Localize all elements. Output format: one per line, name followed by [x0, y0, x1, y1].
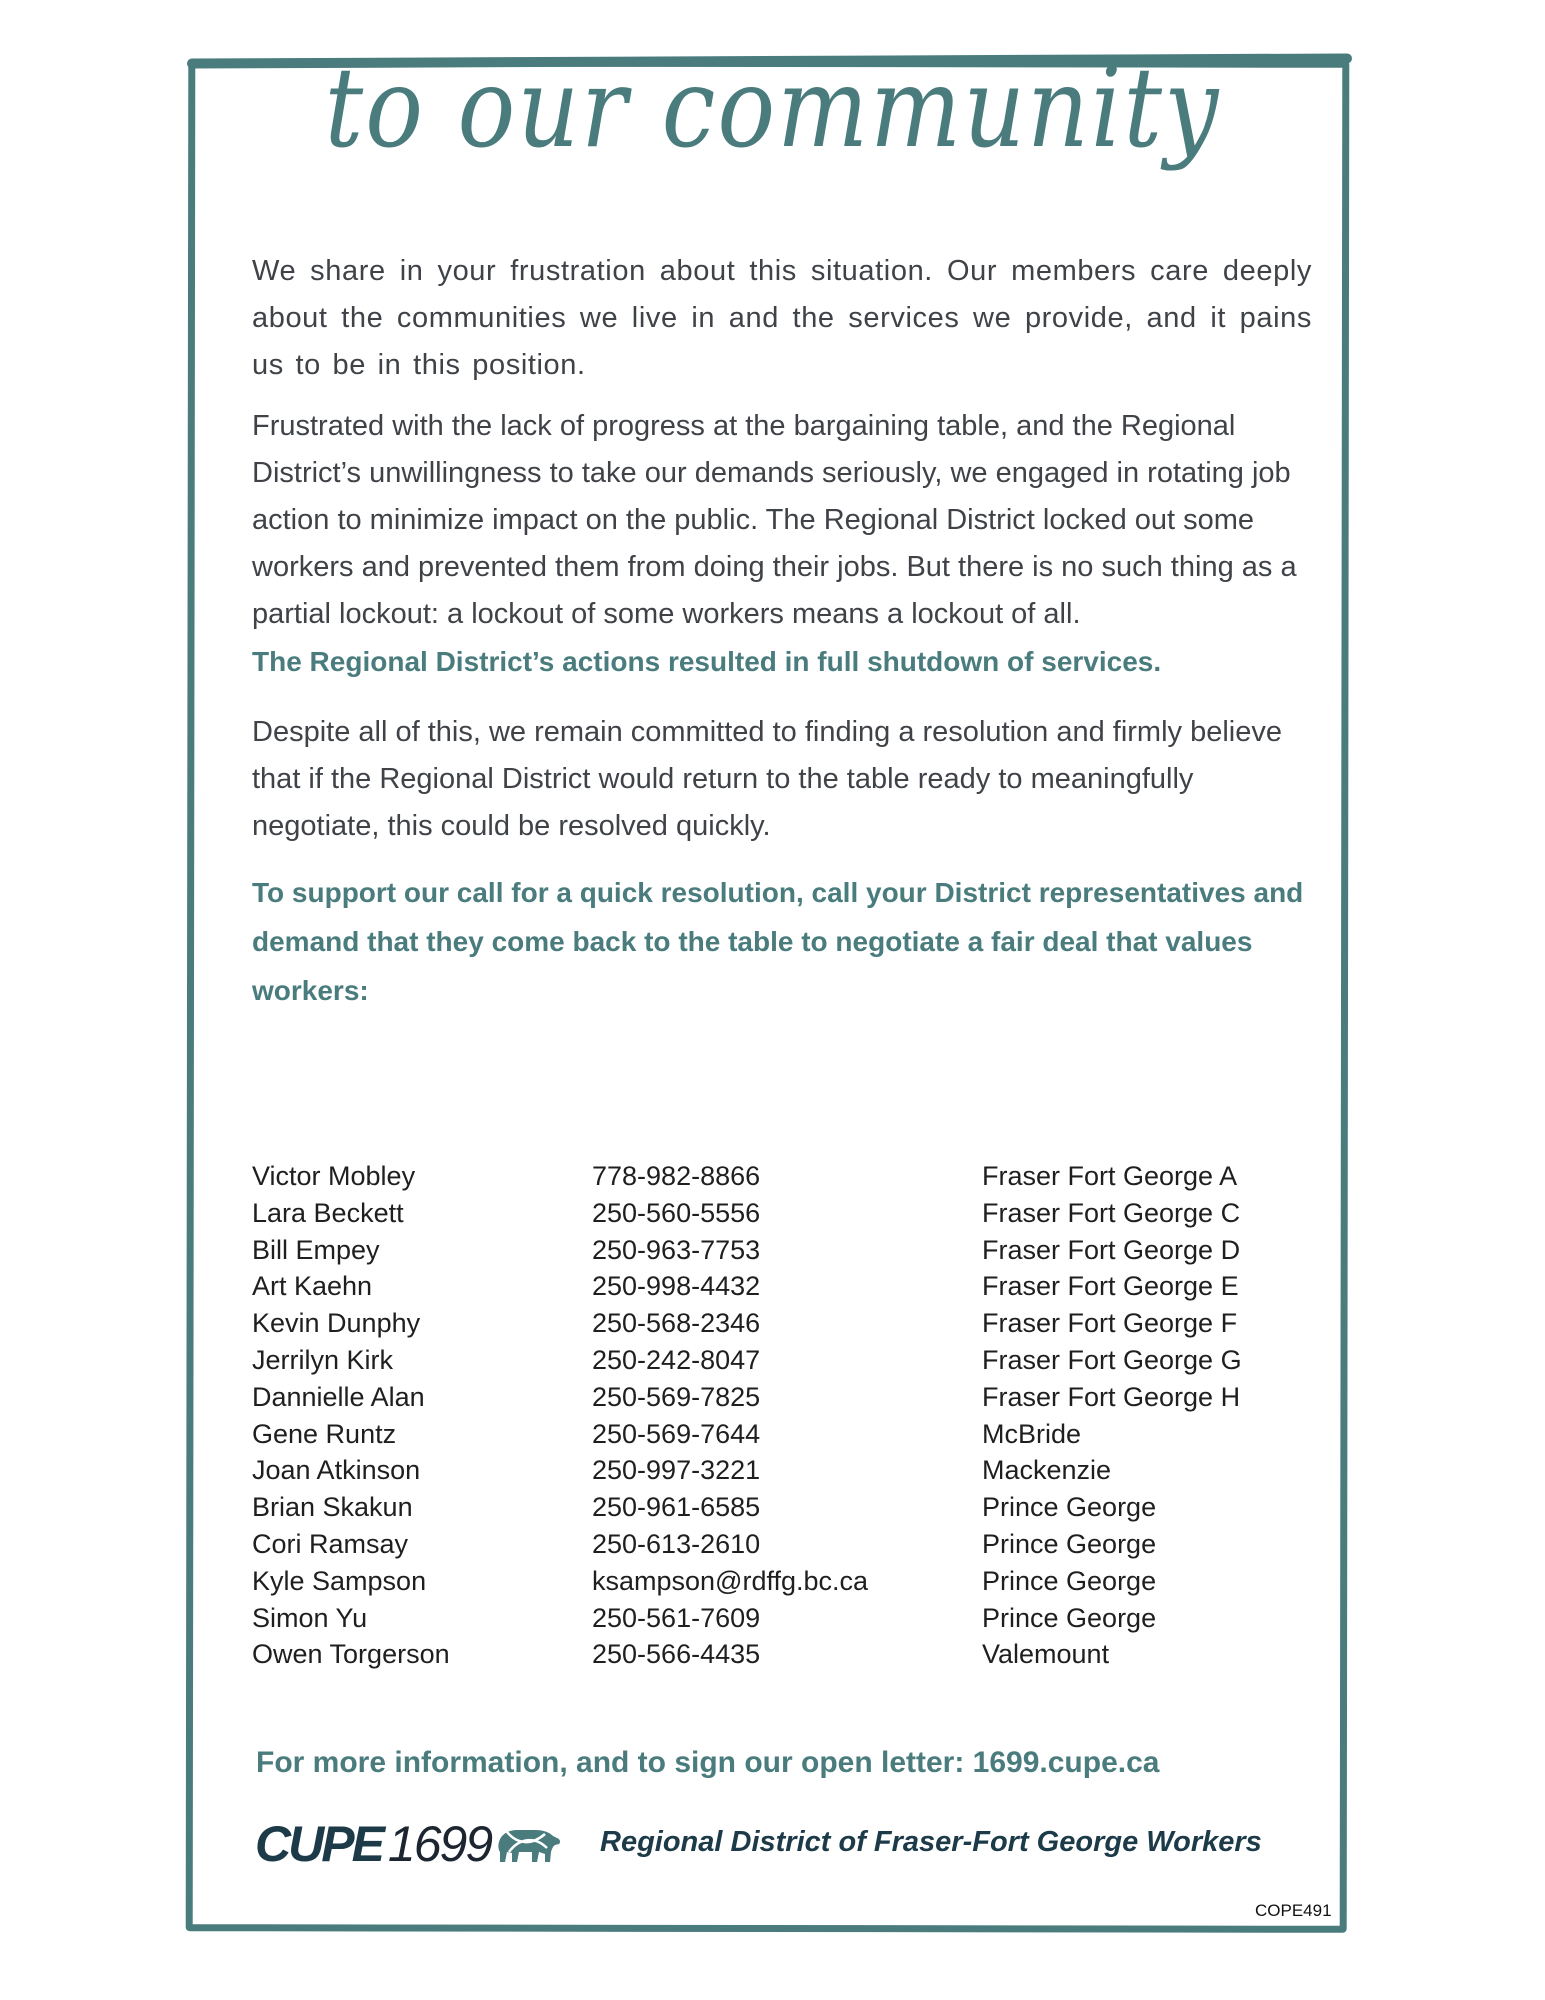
rep-name: Kevin Dunphy [252, 1308, 421, 1339]
paragraph-intro: We share in your frustration about this situation. Our members care deeply about the communities we live in and the services we provide, and it pains us to be in this position. [252, 255, 1312, 381]
rep-name: Victor Mobley [252, 1161, 416, 1191]
rep-phone[interactable]: 250-998-4432 [592, 1271, 761, 1302]
rep-phone[interactable]: 778-982-8866 [592, 1161, 761, 1191]
representative-row [252, 1268, 1302, 1305]
logo-number: 1699 [387, 1816, 492, 1872]
rep-name: Owen Torgerson [252, 1639, 450, 1670]
rep-phone[interactable]: 250-613-2610 [592, 1528, 761, 1559]
call-to-action: To support our call for a quick resolution, call your District representatives and demand that they come back to the table to negotiate a fair deal that values workers: [252, 877, 1304, 1006]
rep-phone[interactable]: 250-997-3221 [592, 1455, 761, 1486]
rep-area: Fraser Fort George C [982, 1197, 1241, 1228]
rep-phone[interactable]: 250-963-7753 [592, 1234, 761, 1265]
rep-area: Valemount [982, 1639, 1110, 1670]
representative-row [252, 1342, 1302, 1379]
representative-row [252, 1232, 1302, 1269]
representative-row [252, 1526, 1302, 1563]
letter-body [252, 248, 1312, 1015]
representative-row [252, 1636, 1302, 1673]
rep-area: Fraser Fort George A [982, 1161, 1238, 1191]
rep-area: Fraser Fort George E [982, 1271, 1239, 1302]
rep-phone[interactable]: 250-560-5556 [592, 1197, 761, 1228]
representative-row [252, 1563, 1302, 1600]
rep-phone[interactable]: 250-566-4435 [592, 1639, 761, 1670]
more-info-link[interactable]: For more information, and to sign our open letter: 1699.cupe.ca [256, 1746, 1160, 1779]
representative-row [252, 1158, 1302, 1195]
cupe-logo [255, 1816, 561, 1872]
representative-row [252, 1489, 1302, 1526]
representatives-list [252, 1158, 1302, 1673]
representative-row [252, 1305, 1302, 1342]
bear-icon [495, 1822, 561, 1866]
rep-area: Fraser Fort George H [982, 1381, 1241, 1412]
representative-row [252, 1416, 1302, 1453]
rep-area: Prince George [982, 1528, 1157, 1559]
rep-phone[interactable]: 250-569-7644 [592, 1418, 761, 1449]
representative-row [252, 1195, 1302, 1232]
representative-row [252, 1600, 1302, 1637]
rep-area: Prince George [982, 1565, 1157, 1596]
rep-phone[interactable]: 250-568-2346 [592, 1308, 761, 1339]
rep-area: Fraser Fort George D [982, 1234, 1241, 1265]
rep-name: Joan Atkinson [252, 1455, 421, 1486]
rep-phone[interactable]: 250-561-7609 [592, 1602, 761, 1633]
rep-area: Fraser Fort George F [982, 1308, 1238, 1339]
union-bug-code: COPE491 [1255, 1901, 1332, 1920]
rep-name: Bill Empey [252, 1234, 380, 1265]
representative-row [252, 1379, 1302, 1416]
rep-area: Mackenzie [982, 1455, 1112, 1486]
paragraph-lockout-emphasis: The Regional District’s actions resulted in full shutdown of services. [252, 646, 1162, 677]
rep-phone[interactable]: 250-961-6585 [592, 1492, 761, 1523]
logo-text: CUPE [255, 1816, 382, 1872]
rep-name: Simon Yu [252, 1602, 368, 1633]
rep-email[interactable]: ksampson@rdffg.bc.ca [592, 1565, 869, 1596]
paragraph-lockout: Frustrated with the lack of progress at the bargaining table, and the Regional District’s unwillingness to take our demands seriously, we engaged in rotating job action to minimize impact on the public. The Regional District locked out some workers and prevented them from doing their jobs. But there is no such thing as a partial lockout: a lockout of some workers means a lockout of all. [252, 410, 1297, 630]
title-text: to our community [324, 43, 1221, 173]
paragraph-resolution: Despite all of this, we remain committed to finding a resolution and firmly believe that if the Regional District would return to the table ready to meaningfully negotiate, this could be resolved quickly. [252, 716, 1282, 842]
rep-area: McBride [982, 1418, 1082, 1449]
rep-name: Brian Skakun [252, 1492, 413, 1523]
rep-phone[interactable]: 250-569-7825 [592, 1381, 761, 1412]
rep-area: Prince George [982, 1602, 1157, 1633]
rep-area: Fraser Fort George G [982, 1344, 1242, 1375]
representative-row [252, 1452, 1302, 1489]
page-title [0, 43, 1545, 173]
rep-name: Jerrilyn Kirk [252, 1344, 394, 1375]
rep-area: Prince George [982, 1492, 1157, 1523]
rep-name: Dannielle Alan [252, 1381, 425, 1412]
organization-name: Regional District of Fraser-Fort George Workers [600, 1826, 1262, 1858]
rep-name: Cori Ramsay [252, 1528, 409, 1559]
rep-name: Kyle Sampson [252, 1565, 427, 1596]
rep-name: Lara Beckett [252, 1197, 404, 1228]
rep-name: Gene Runtz [252, 1418, 397, 1449]
rep-name: Art Kaehn [252, 1271, 373, 1302]
rep-phone[interactable]: 250-242-8047 [592, 1344, 761, 1375]
